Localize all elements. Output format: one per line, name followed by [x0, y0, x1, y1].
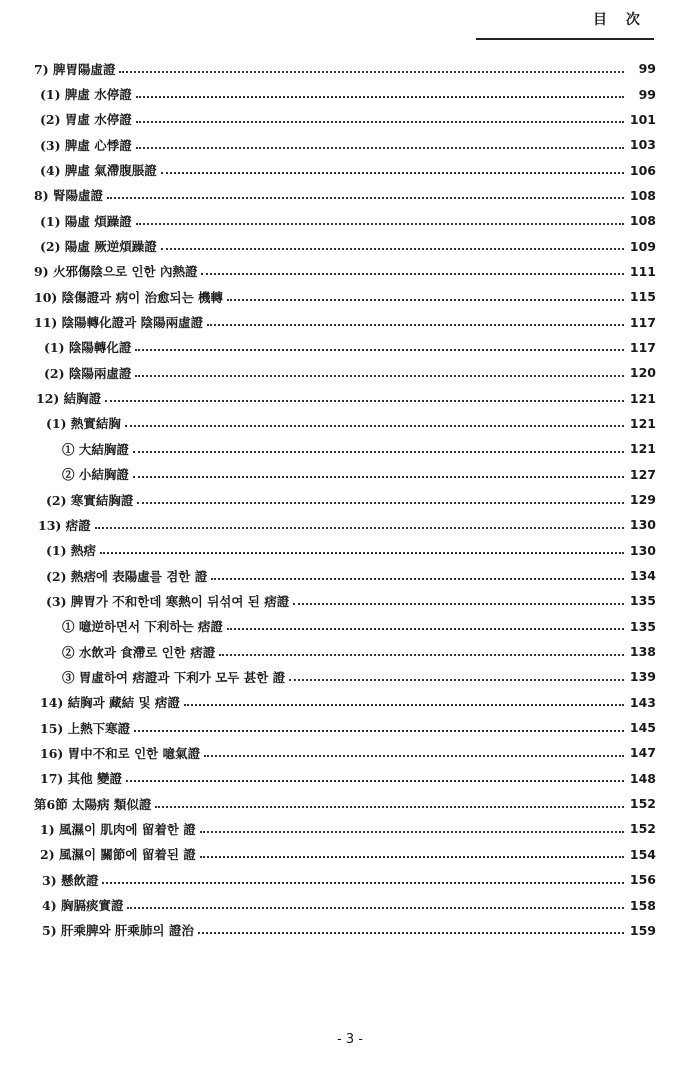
- toc-entry-title: 第6節 太陽病 類似證: [34, 796, 152, 812]
- toc-entry: [0, 411, 700, 436]
- toc-entry-title: 17) 其他 變證: [40, 771, 123, 787]
- page-number: - 3 -: [337, 1032, 363, 1047]
- toc-entry-page: 99: [638, 86, 656, 102]
- toc-entry-page: 152: [629, 796, 656, 812]
- toc-entry-page: 139: [629, 669, 656, 685]
- toc-entry-page: 129: [629, 492, 656, 508]
- toc-entry-page: 135: [629, 593, 656, 609]
- toc-entry: [0, 284, 700, 309]
- toc-dot-leader: [126, 780, 624, 782]
- toc-entry: [0, 766, 700, 791]
- toc-entry-page: 109: [629, 238, 656, 254]
- toc-entry-title: ② 小結胸證: [62, 467, 129, 483]
- toc-entry: [0, 791, 700, 816]
- toc-entry-page: 159: [629, 922, 656, 938]
- toc-entry: [0, 259, 700, 284]
- toc-entry-title: (2) 陽虛 厥逆煩躁證: [40, 239, 157, 255]
- toc-entry-page: 145: [629, 720, 656, 736]
- toc-dot-leader: [135, 375, 624, 377]
- toc-dot-leader: [155, 806, 624, 808]
- toc-dot-leader: [119, 71, 624, 73]
- toc-entry: [0, 563, 700, 588]
- toc-entry-title: ③ 胃虛하여 痞證과 下利가 모두 甚한 證: [62, 669, 286, 685]
- toc-entry-page: 138: [629, 644, 656, 660]
- toc-entry-page: 111: [629, 263, 656, 279]
- toc-entry-page: 117: [629, 339, 656, 355]
- toc-entry: [0, 436, 700, 461]
- toc-entry-page: 147: [629, 745, 656, 761]
- toc-entry-title: ① 噫逆하면서 下利하는 痞證: [62, 619, 223, 635]
- toc-entry-page: 121: [629, 441, 656, 457]
- toc-entry-title: (3) 脾胃가 不和한데 寒熱이 뒤섞여 된 痞證: [46, 593, 290, 609]
- toc-dot-leader: [133, 476, 624, 478]
- toc-entry-title: ① 大結胸證: [62, 441, 129, 457]
- toc-dot-leader: [219, 654, 624, 656]
- toc-dot-leader: [136, 121, 624, 123]
- toc-entry-title: 4) 胸膈痰實證: [42, 898, 124, 914]
- toc-entry-page: 99: [638, 61, 656, 77]
- toc-dot-leader: [161, 248, 624, 250]
- toc-entry-page: 143: [629, 694, 656, 710]
- toc-entry-page: 106: [629, 162, 656, 178]
- toc-entry: [0, 81, 700, 106]
- toc-entry-title: 9) 火邪傷陰으로 인한 內熱證: [34, 264, 198, 280]
- toc-dot-leader: [136, 96, 624, 98]
- toc-dot-leader: [105, 400, 624, 402]
- toc-entry: [0, 639, 700, 664]
- toc-entry-title: 13) 痞證: [38, 517, 91, 533]
- toc-entry-page: 130: [629, 517, 656, 533]
- toc-entry-page: 130: [629, 542, 656, 558]
- toc-entry: [0, 360, 700, 385]
- page-header-title: 目 次: [593, 12, 647, 28]
- toc-dot-leader: [136, 147, 624, 149]
- toc-entry-page: 148: [629, 770, 656, 786]
- toc-dot-leader: [135, 349, 624, 351]
- toc-entry: [0, 385, 700, 410]
- toc-dot-leader: [100, 552, 624, 554]
- toc-entry: [0, 487, 700, 512]
- toc-entry-page: 121: [629, 390, 656, 406]
- toc-entry: [0, 740, 700, 765]
- toc-entry: [0, 664, 700, 689]
- toc-entry-title: 2) 風濕이 關節에 留着된 證: [40, 847, 196, 863]
- toc-entry: [0, 816, 700, 841]
- toc-entry-page: 103: [629, 137, 656, 153]
- toc-entry-title: (2) 陰陽兩虛證: [44, 365, 132, 381]
- toc-entry-title: (1) 陰陽轉化證: [44, 340, 132, 356]
- toc-entry: [0, 588, 700, 613]
- toc-entry-title: (1) 脾虛 水停證: [40, 87, 132, 103]
- toc-entry: [0, 233, 700, 258]
- toc-dot-leader: [200, 856, 624, 858]
- toc-entry-title: ② 水飲과 食滯로 인한 痞證: [62, 644, 216, 660]
- toc-dot-leader: [134, 730, 624, 732]
- toc-entry-page: 135: [629, 618, 656, 634]
- toc-dot-leader: [204, 755, 624, 757]
- toc-entry-page: 101: [629, 111, 656, 127]
- toc-dot-leader: [95, 527, 624, 529]
- toc-entry-page: 127: [629, 466, 656, 482]
- toc-entry: [0, 309, 700, 334]
- toc-entry-title: 1) 風濕이 肌肉에 留着한 證: [40, 821, 196, 837]
- toc-dot-leader: [137, 502, 624, 504]
- toc-entry-page: 156: [629, 872, 656, 888]
- toc-entry-title: 7) 脾胃陽虛證: [34, 61, 116, 77]
- toc-entry-title: (1) 陽虛 煩躁證: [40, 213, 132, 229]
- toc-entry-page: 152: [629, 821, 656, 837]
- toc-entry: [0, 842, 700, 867]
- toc-entry: [0, 157, 700, 182]
- toc-entry-page: 108: [629, 187, 656, 203]
- toc-entry-title: (4) 脾虛 氣滯腹脹證: [40, 163, 157, 179]
- toc-entry: [0, 512, 700, 537]
- table-of-contents: [0, 56, 700, 943]
- toc-entry-page: 117: [629, 314, 656, 330]
- toc-entry-title: 5) 肝乘脾와 肝乘肺의 證治: [42, 923, 194, 939]
- toc-entry-page: 121: [629, 415, 656, 431]
- toc-dot-leader: [289, 679, 624, 681]
- toc-entry-title: (1) 熱痞: [46, 543, 96, 559]
- toc-entry-title: 10) 陰傷證과 病이 治愈되는 機轉: [34, 289, 224, 305]
- toc-dot-leader: [201, 273, 624, 275]
- toc-entry: [0, 918, 700, 943]
- toc-entry: [0, 867, 700, 892]
- toc-dot-leader: [198, 932, 624, 934]
- toc-entry-title: 16) 胃中不和로 인한 噫氣證: [40, 745, 201, 761]
- toc-dot-leader: [127, 907, 624, 909]
- toc-dot-leader: [207, 324, 624, 326]
- toc-entry: [0, 715, 700, 740]
- toc-entry-title: (2) 寒實結胸證: [46, 492, 134, 508]
- toc-dot-leader: [200, 831, 624, 833]
- toc-entry-title: (2) 胃虛 水停證: [40, 112, 132, 128]
- toc-entry-page: 115: [629, 289, 656, 305]
- toc-entry-title: (2) 熱痞에 表陽虛를 겸한 證: [46, 568, 208, 584]
- toc-entry-title: 15) 上熱下寒證: [40, 720, 131, 736]
- toc-entry: [0, 56, 700, 81]
- toc-entry-title: 3) 懸飲證: [42, 872, 99, 888]
- toc-dot-leader: [102, 882, 624, 884]
- toc-entry-title: 12) 結胸證: [36, 391, 102, 407]
- toc-entry: [0, 892, 700, 917]
- toc-entry: [0, 132, 700, 157]
- toc-entry-title: (1) 熱實結胸: [46, 416, 121, 432]
- toc-entry-title: 11) 陰陽轉化證과 陰陽兩虛證: [34, 315, 204, 331]
- toc-entry: [0, 335, 700, 360]
- toc-entry-page: 134: [629, 568, 656, 584]
- toc-entry-page: 120: [629, 365, 656, 381]
- toc-dot-leader: [133, 451, 624, 453]
- toc-dot-leader: [136, 223, 624, 225]
- toc-entry: [0, 538, 700, 563]
- toc-entry-page: 158: [629, 897, 656, 913]
- toc-entry: [0, 183, 700, 208]
- toc-entry-page: 108: [629, 213, 656, 229]
- toc-entry-page: 154: [629, 846, 656, 862]
- toc-dot-leader: [161, 172, 624, 174]
- toc-dot-leader: [184, 704, 624, 706]
- toc-dot-leader: [227, 299, 624, 301]
- header-rule: [476, 38, 654, 40]
- toc-dot-leader: [211, 578, 624, 580]
- toc-dot-leader: [107, 197, 624, 199]
- toc-dot-leader: [293, 603, 624, 605]
- toc-entry: [0, 107, 700, 132]
- toc-entry: [0, 614, 700, 639]
- toc-dot-leader: [227, 628, 624, 630]
- toc-entry-title: 14) 結胸과 藏結 및 痞證: [40, 695, 180, 711]
- toc-entry: [0, 208, 700, 233]
- toc-entry: [0, 462, 700, 487]
- toc-dot-leader: [125, 425, 624, 427]
- toc-entry: [0, 690, 700, 715]
- toc-entry-title: (3) 脾虛 心悸證: [40, 137, 132, 153]
- toc-entry-title: 8) 腎陽虛證: [34, 188, 103, 204]
